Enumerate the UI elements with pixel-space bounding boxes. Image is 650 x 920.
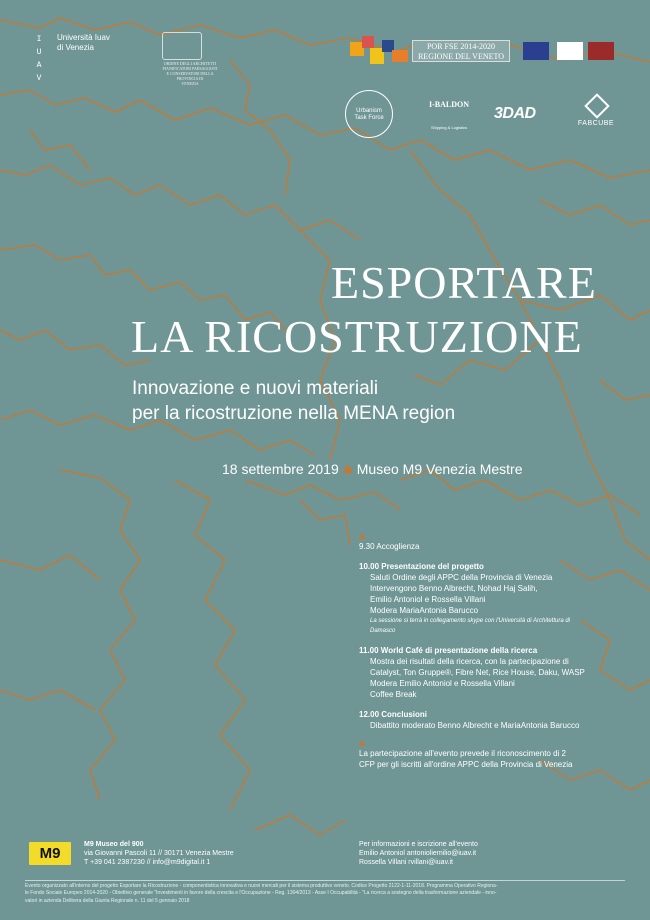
ibaldon-logo: I-BALDON [428,100,469,109]
seal-line: PROVINCIA DI [176,76,204,81]
seal-line: PIANIFICATORI PAESAGGISTI [162,66,218,71]
map-border-line [255,815,345,835]
cfp-note-line: La partecipazione all'evento prevede il riconoscimento di 2 [359,749,566,758]
fine-print-line: vatori in azienda Delibera della Giunta Regionale n. 11 del 5 gennaio 2018 [25,897,190,904]
program-accoglienza: 9.30 Accoglienza [359,542,420,551]
map-border-line [175,480,250,810]
utc-line: Task Force [354,115,384,121]
page-subtitle [132,376,455,426]
program-item: Catalyst, Ton Gruppe®, Fibre Net, Rice House, Daku, WASP [370,668,585,677]
page-title-line-1: ESPORTARE [331,257,597,308]
program-item: Coffee Break [370,690,417,699]
iuav-logo-name [57,33,110,53]
seal-line: E CONSERVATORI DELLA [166,71,214,76]
program-session-heading: 12.00 Conclusioni [359,710,428,719]
program-session-heading: 11.00 World Café di presentazione della ricerca [359,646,538,655]
event-date: 18 settembre 2019 [222,461,339,477]
program-item: Emilio Antoniol e Rossella Villani [370,595,486,604]
map-border-line [0,165,360,240]
program-item: Dibattito moderato Benno Albrecht e MariaAntonia Barucco [370,721,580,730]
event-venue: Museo M9 Venezia Mestre [356,461,523,477]
triangle-marker-icon [359,740,365,746]
program-session-heading: 10.00 Presentazione del progetto [359,562,484,571]
ibaldon-subtitle: Shipping & Logistics [430,125,468,130]
program-item: Intervengono Benno Albrecht, Nohad Haj Salih, [370,584,538,593]
contact-line: Per informazioni e iscrizione all'evento [359,841,478,848]
map-border-line [0,330,150,365]
program-item: Mostra dei risultati della ricerca, con la partecipazione di [370,657,569,666]
map-border-line [600,380,650,400]
program-item: Modera MariaAntonia Barucco [370,606,479,615]
venue-line: via Giovanni Pascoli 11 // 30171 Venezia Mestre [84,850,234,857]
funding-fine-print [25,883,625,905]
map-border-line [60,470,140,800]
fabcube-logo: FABCUBE [577,120,615,127]
urbanism-task-force-logo [345,90,393,138]
seal-line: ORDINE DEGLI ARCHITETTI [163,61,217,66]
ordine-seal-text [150,61,230,86]
iuav-name-line: di Venezia [57,43,94,52]
map-border-line [0,90,650,178]
veneto-emblem-icon [588,42,614,60]
map-border-line [30,130,90,170]
page-title-line-2: LA RICOSTRUZIONE [131,311,583,362]
venue-line: T +39 041 2387230 // info@m9digital.it 1 [84,859,211,866]
program-schedule [359,533,634,770]
3dad-logo: 3DAD [494,105,536,122]
iuav-letter: V [36,74,42,83]
program-item: Modera Emilio Antoniol e Rossella Villani [370,679,515,688]
ordine-seal-icon [162,32,202,60]
cfp-note-line: CFP per gli iscritti all'ordine APPC della Provincia di Venezia [359,760,573,769]
contact-line: Rossella Villani rvillani@iuav.it [359,859,453,866]
fine-print-line: Evento organizzato all'interno del progetto Esportare la Ricostruzione - componentistica innovativa e nuovi mercati per il sistema produttivo veneto. Codice Progetto 2122-1-11-2018. Programma Operativo Regiona- [25,883,498,889]
iuav-letter: A [36,61,42,70]
contact-info [359,840,478,867]
subtitle-line: per la ricostruzione nella MENA region [132,403,456,424]
iuav-name-line: Università Iuav [57,33,110,42]
program-note: Damasco [370,628,396,634]
map-border-line [300,500,350,545]
event-date-venue [222,460,523,478]
subtitle-line: Innovazione e nuovi materiali [132,378,379,399]
map-border-line [0,555,100,580]
iuav-letter: I [36,35,42,44]
seal-line: VENEZIA [181,81,199,86]
contact-line: Emilio Antoniol antonioliemilio@iuav.it [359,850,477,857]
por-fse-graphic-logo [350,36,410,64]
triangle-marker-icon [359,533,365,539]
regione-text: REGIONE DEL VENETO [417,52,505,61]
iuav-letter: U [36,48,42,57]
footer-divider [25,880,625,881]
por-fse-label [412,40,510,62]
program-item: Saluti Ordine degli APPC della Provincia di Venezia [370,573,553,582]
map-border-line [0,690,95,710]
italy-emblem-icon [557,42,583,60]
por-fse-text: POR FSE 2014-2020 [426,42,495,51]
eu-flag-icon [523,42,549,60]
m9-museum-logo: M9 [29,842,71,865]
utc-line: Urbanism [356,108,382,114]
program-note: La sessione si terrà in collegamento skype con l'Università di Architettura di [370,618,571,624]
map-border-line [245,480,400,510]
triangle-separator-icon [343,464,353,473]
fine-print-line: le Fondo Sociale Europeo 2014-2020 - Obiettivo generale "Investimenti in favore della crescita e l'Occupazione - Reg. 1304/2013 - Asse I Occupabilità - "La ricerca a sostegno della trasformazione aziendale - inno- [25,890,497,897]
map-border-line [230,60,290,195]
venue-line: M9 Museo del 900 [84,841,144,848]
iuav-logo-mark [30,33,48,85]
map-border-line [540,200,650,225]
venue-address [84,840,234,867]
